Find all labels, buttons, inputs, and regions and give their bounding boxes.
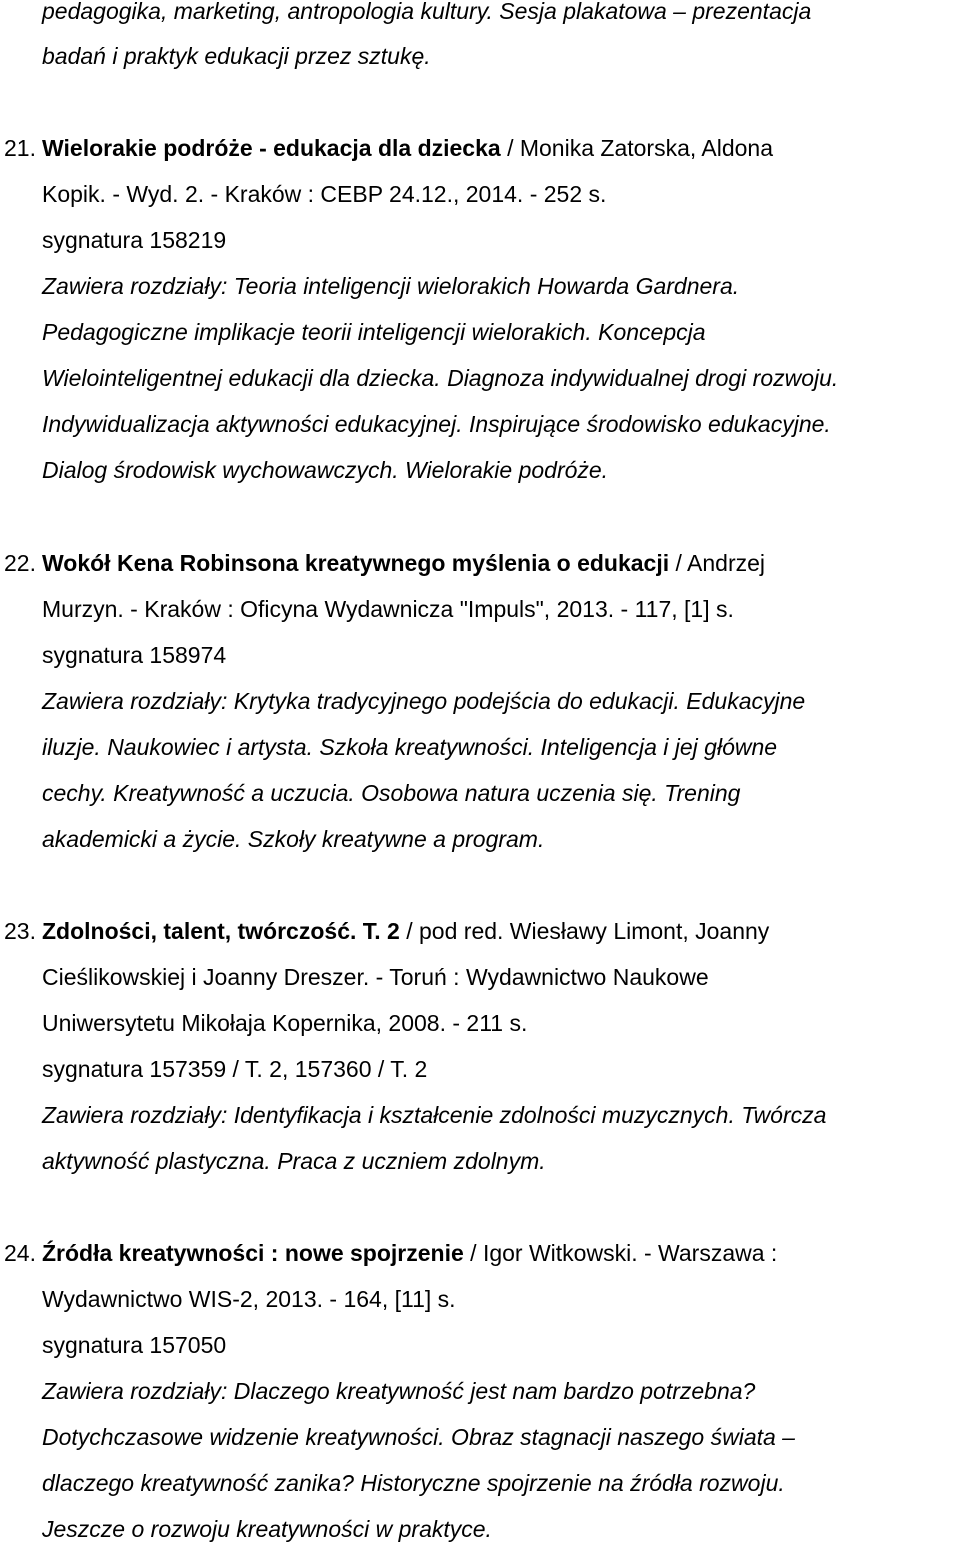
entry-title: Wokół Kena Robinsona kreatywnego myślenia o edukacji	[42, 550, 670, 576]
entry-contents-line: Zawiera rozdziały: Dlaczego kreatywność jest nam bardzo potrzebna?	[42, 1378, 756, 1404]
entry-authors: / pod red. Wiesławy Limont, Joanny	[399, 918, 770, 944]
entry-title-line	[42, 132, 773, 164]
entry-contents-line: Dotychczasowe widzenie kreatywności. Obraz stagnacji naszego świata –	[42, 1424, 795, 1450]
entry-title-line	[42, 1237, 777, 1269]
entry-publication: Uniwersytetu Mikołaja Kopernika, 2008. - 211 s.	[42, 1010, 528, 1036]
entry-contents-line: dlaczego kreatywność zanika? Historyczne spojrzenie na źródła rozwoju.	[42, 1470, 785, 1496]
entry-contents-line: cechy. Kreatywność a uczucia. Osobowa natura uczenia się. Trening	[42, 780, 741, 806]
entry-authors: / Andrzej	[669, 550, 766, 576]
entry-contents-line: Pedagogiczne implikacje teorii inteligencji wielorakich. Koncepcja	[42, 319, 706, 345]
entry-contents-line: Dialog środowisk wychowawczych. Wielorakie podróże.	[42, 457, 609, 483]
intro-line: pedagogika, marketing, antropologia kultury. Sesja plakatowa – prezentacja	[42, 0, 812, 24]
entry-number: 21.	[4, 135, 36, 161]
entry-publication: Wydawnictwo WIS-2, 2013. - 164, [11] s.	[42, 1286, 456, 1312]
entry-publication: Kopik. - Wyd. 2. - Kraków : CEBP 24.12., 2014. - 252 s.	[42, 181, 607, 207]
entry-number: 22.	[4, 550, 36, 576]
entry-title: Wielorakie podróże - edukacja dla dziecka	[42, 135, 501, 161]
entry-signature: sygnatura 157050	[42, 1332, 227, 1358]
entry-title: Zdolności, talent, twórczość. T. 2	[42, 918, 400, 944]
entry-contents-line: Zawiera rozdziały: Identyfikacja i kształcenie zdolności muzycznych. Twórcza	[42, 1102, 827, 1128]
entry-title: Źródła kreatywności : nowe spojrzenie	[42, 1240, 464, 1266]
entry-contents-line: Zawiera rozdziały: Teoria inteligencji wielorakich Howarda Gardnera.	[42, 273, 740, 299]
entry-contents-line: aktywność plastyczna. Praca z uczniem zdolnym.	[42, 1148, 546, 1174]
entry-title-line	[42, 915, 769, 947]
intro-line: badań i praktyk edukacji przez sztukę.	[42, 43, 431, 69]
entry-title-line	[42, 547, 765, 579]
entry-contents-line: Zawiera rozdziały: Krytyka tradycyjnego podejścia do edukacji. Edukacyjne	[42, 688, 806, 714]
entry-authors: / Igor Witkowski. - Warszawa :	[463, 1240, 778, 1266]
entry-publication: Cieślikowskiej i Joanny Dreszer. - Toruń : Wydawnictwo Naukowe	[42, 964, 709, 990]
entry-signature: sygnatura 157359 / T. 2, 157360 / T. 2	[42, 1056, 428, 1082]
entry-number: 24.	[4, 1240, 36, 1266]
entry-publication: Murzyn. - Kraków : Oficyna Wydawnicza "Impuls", 2013. - 117, [1] s.	[42, 596, 734, 622]
entry-contents-line: Wielointeligentnej edukacji dla dziecka. Diagnoza indywidualnej drogi rozwoju.	[42, 365, 839, 391]
entry-signature: sygnatura 158219	[42, 227, 227, 253]
entry-contents-line: Indywidualizacja aktywności edukacyjnej. Inspirujące środowisko edukacyjne.	[42, 411, 831, 437]
entry-signature: sygnatura 158974	[42, 642, 227, 668]
entry-number: 23.	[4, 918, 36, 944]
entry-authors: / Monika Zatorska, Aldona	[500, 135, 773, 161]
entry-contents-line: Jeszcze o rozwoju kreatywności w praktyce.	[42, 1516, 492, 1542]
entry-contents-line: akademicki a życie. Szkoły kreatywne a program.	[42, 826, 545, 852]
entry-contents-line: iluzje. Naukowiec i artysta. Szkoła kreatywności. Inteligencja i jej główne	[42, 734, 778, 760]
